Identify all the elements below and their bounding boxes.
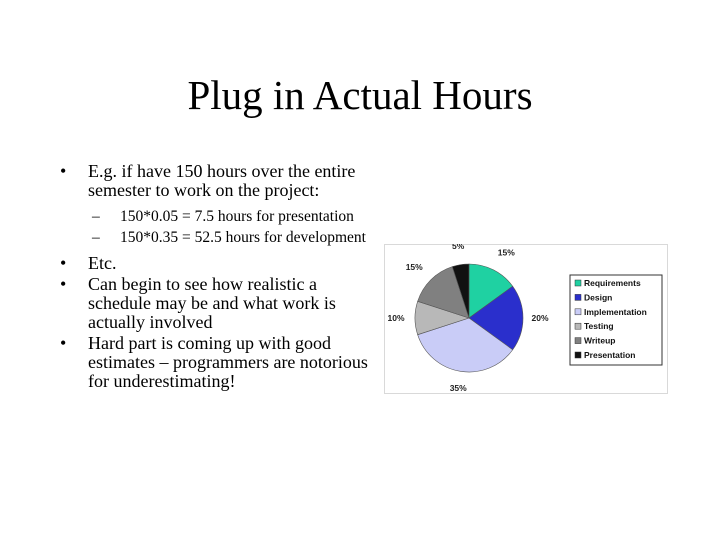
legend-label: Implementation [584,306,647,317]
legend-label: Design [584,292,613,303]
bullet-text: Can begin to see how realistic a schedule may be and what work is actually involved [88,274,336,332]
legend-label: Requirements [584,278,641,288]
bullet-text: Etc. [88,253,117,273]
legend-label: Writeup [584,335,616,346]
sub-bullet-mark: – [92,208,100,225]
sub-bullet-item [60,229,370,246]
bullet-item [60,275,370,332]
pie-value-label: 5% [452,244,465,251]
bullet-item [60,162,370,200]
legend-swatch [575,309,581,315]
legend-swatch [575,280,581,286]
pie-value-label: 35% [449,383,467,394]
pie-value-label: 15% [497,247,515,258]
legend-label: Presentation [584,350,636,360]
bullet-mark: • [60,161,67,181]
slide-body [60,162,370,391]
bullet-mark: • [60,333,67,353]
legend-swatch [575,338,581,344]
sub-bullet-text: 150*0.05 = 7.5 hours for presentation [120,208,354,225]
legend-swatch [575,323,581,329]
pie-value-label: 10% [387,313,405,323]
pie-chart-svg [384,244,668,394]
bullet-item [60,254,370,273]
pie-value-label: 20% [531,313,549,323]
sub-bullet-item [60,208,370,225]
bullet-text: Hard part is coming up with good estimates – programmers are notorious for underestimating! [88,333,368,391]
legend-swatch [575,352,581,358]
legend-label: Testing [584,321,614,332]
pie-chart [384,244,668,394]
bullet-mark: • [60,274,67,294]
sub-bullet-mark: – [92,229,100,246]
slide-title: Plug in Actual Hours [187,72,533,118]
bullet-text: E.g. if have 150 hours over the entire semester to work on the project: [88,161,356,200]
pie-value-label: 15% [405,262,423,273]
bullet-mark: • [60,253,67,273]
legend-swatch [575,294,581,300]
sub-bullet-text: 150*0.35 = 52.5 hours for development [120,229,366,246]
bullet-item [60,334,370,391]
